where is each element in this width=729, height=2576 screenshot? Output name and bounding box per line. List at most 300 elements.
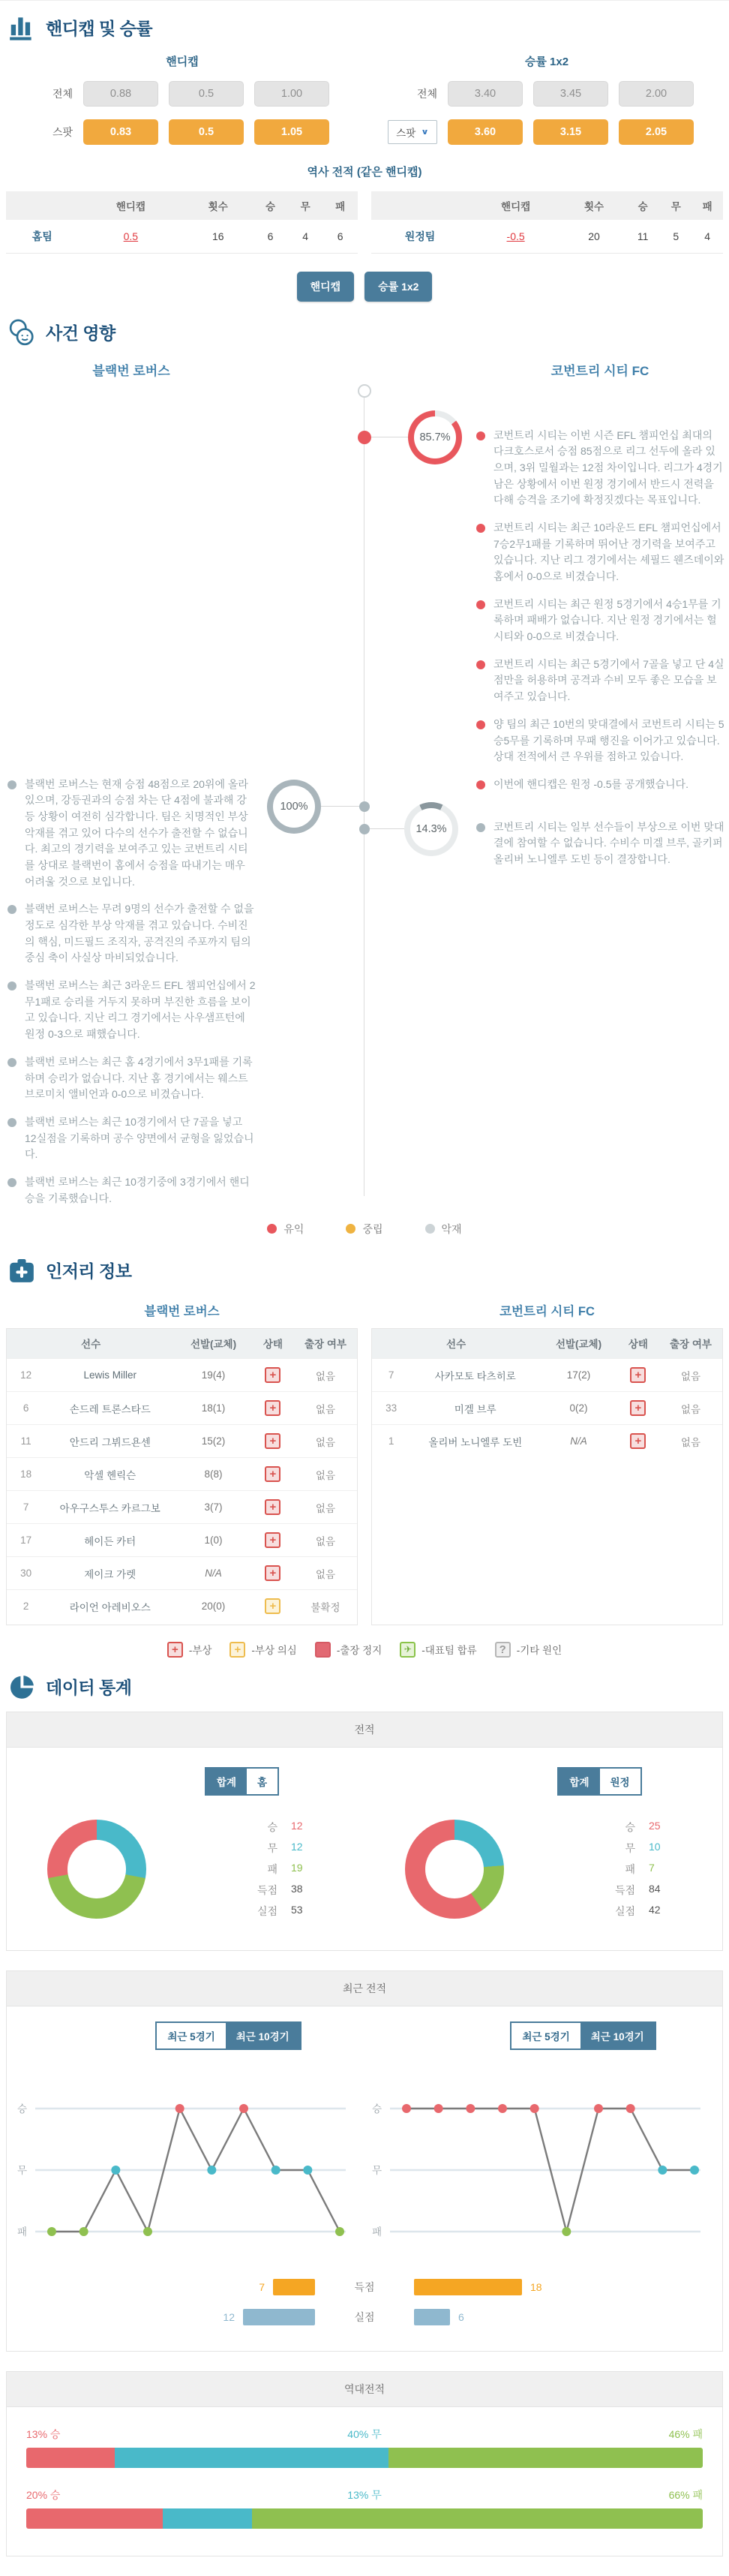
section-title-injury: 인저리 정보	[46, 1261, 132, 1281]
event-bullet: 블랙번 로버스는 최근 10경기에서 단 7골을 넣고 12실점을 기록하며 공수 양면에서 균형을 잃었습니다.	[8, 1114, 256, 1163]
player-availability: 없음	[294, 1425, 357, 1458]
odds-buttons	[0, 272, 729, 302]
injury-status-icon: +	[265, 1367, 280, 1383]
history-header-cell: 핸디캡	[469, 191, 562, 220]
away-injury-percent: 14.3%	[416, 822, 447, 835]
history-header-cell: 패	[692, 191, 723, 220]
history-value-cell: 4	[692, 220, 723, 253]
player-number: 7	[7, 1491, 45, 1524]
result-point-승	[402, 2104, 411, 2113]
record-away-toggle-원정[interactable]: 원정	[600, 1769, 640, 1794]
record-stat-value: 53	[291, 1903, 303, 1916]
record-stat-value: 10	[649, 1840, 661, 1853]
h2h-labels-row	[26, 2427, 703, 2442]
goals-away-value: 6	[458, 2310, 464, 2323]
section-injury	[0, 1247, 729, 1658]
goals-comparison	[7, 2279, 722, 2325]
home-impact-ring	[267, 780, 321, 834]
result-point-패	[80, 2227, 88, 2236]
player-status-cell	[252, 1425, 294, 1458]
record-home-toggle	[205, 1767, 279, 1796]
away-injury-bullet-list	[476, 819, 725, 879]
record-stat-value: 12	[291, 1840, 303, 1853]
injury-status-legend	[0, 1642, 729, 1658]
recent-left-toggle	[155, 2021, 301, 2050]
injury-status-icon: +	[630, 1433, 646, 1449]
result-point-승	[626, 2104, 635, 2113]
history-header-cell: 무	[660, 191, 692, 220]
injury-header-status: 상태	[617, 1329, 659, 1359]
injury-home-table-box	[6, 1328, 358, 1625]
record-stat-value: 38	[291, 1882, 303, 1895]
record-stat-value: 12	[291, 1819, 303, 1832]
status-legend-item	[400, 1642, 476, 1658]
player-apps: N/A	[175, 1557, 252, 1590]
history-value-cell: 11	[626, 220, 661, 253]
injury-header-player: 선수	[7, 1329, 175, 1359]
player-number: 30	[7, 1557, 45, 1590]
player-number: 11	[7, 1425, 45, 1458]
player-status-cell	[617, 1425, 659, 1458]
player-name: 올리버 노니엘루 도빈	[410, 1425, 540, 1458]
injury-row	[7, 1359, 357, 1392]
record-home-stats	[250, 1814, 310, 1925]
h2h-segment-패	[388, 2448, 703, 2468]
goals-away-cell	[414, 2279, 722, 2295]
player-number: 17	[7, 1524, 45, 1557]
goals-away-cell	[414, 2309, 722, 2325]
recent-left-toggle-최근 5경기[interactable]: 최근 5경기	[157, 2023, 225, 2048]
player-availability: 없음	[659, 1359, 722, 1392]
odds-box: 3.40	[448, 81, 523, 107]
player-apps: 3(7)	[175, 1491, 252, 1524]
odds-box: 1.00	[254, 81, 329, 107]
history-handicap-cell	[79, 220, 184, 253]
injury-section-header	[0, 1247, 729, 1292]
svg-text:무: 무	[17, 2164, 28, 2176]
record-stat-row	[608, 1841, 668, 1856]
injury-row	[7, 1491, 357, 1524]
events-team-row	[0, 360, 729, 384]
away-team-name: 코번트리 시티 FC	[550, 363, 650, 378]
player-apps: 15(2)	[175, 1425, 252, 1458]
history-value-cell: 16	[183, 220, 253, 253]
record-stat-value: 19	[291, 1861, 303, 1874]
injury-home-team-name: 블랙번 로버스	[144, 1304, 220, 1318]
record-stat-row	[250, 1883, 310, 1898]
player-apps: 20(0)	[175, 1590, 252, 1623]
history-header-cell: 무	[288, 191, 323, 220]
home-team-name: 블랙번 로버스	[92, 363, 170, 378]
doubt-status-icon: +	[230, 1642, 245, 1658]
history-tables	[0, 191, 729, 254]
event-bullet: 블랙번 로버스는 최근 홈 4경기에서 3무1패를 기록하며 승리가 없습니다. 지난 홈 경기에서는 웨스트 브로미치 앨비언과 0-0으로 비겼습니다.	[8, 1054, 256, 1103]
away-injury-node	[359, 824, 370, 834]
doubt-status-icon: +	[265, 1598, 280, 1614]
odds-area	[0, 50, 729, 158]
result-point-무	[272, 2166, 280, 2175]
goals-away-value: 18	[530, 2280, 542, 2293]
injury-header-status: 상태	[252, 1329, 294, 1359]
goals-home-cell	[7, 2309, 315, 2325]
connector	[321, 806, 359, 807]
record-home-half	[7, 1767, 364, 1925]
section-title-odds: 핸디캡 및 승률	[46, 18, 153, 38]
result-point-승	[594, 2104, 603, 2113]
record-away-stats	[608, 1814, 668, 1925]
injury-header-play: 출장 여부	[659, 1329, 722, 1359]
suspended-status-icon	[315, 1642, 331, 1658]
legend-dot-negative	[425, 1224, 435, 1234]
goals-home-cell	[7, 2279, 315, 2295]
injury-row	[7, 1458, 357, 1491]
injury-tables	[0, 1292, 729, 1625]
history-value-cell: 5	[660, 220, 692, 253]
recent-charts	[7, 2006, 722, 2256]
record-stat-value: 42	[649, 1903, 661, 1916]
h2h-label-패: 46% 패	[668, 2427, 703, 2440]
h2h-panel-title: 역대전적	[7, 2372, 722, 2407]
h2h-labels-row	[26, 2487, 703, 2502]
national-status-icon: ✈	[400, 1642, 416, 1658]
h2h-label-무: 13% 무	[347, 2488, 382, 2501]
winrate-odds-group	[364, 50, 729, 158]
legend-item-negative	[425, 1222, 462, 1237]
result-point-패	[562, 2227, 571, 2236]
player-status-cell	[617, 1392, 659, 1425]
record-stat-label: 무	[267, 1841, 278, 1854]
recent-right-chart-half	[364, 2021, 719, 2256]
player-availability: 없음	[294, 1557, 357, 1590]
odds-row	[396, 119, 694, 145]
record-stat-row	[250, 1820, 310, 1835]
injury-status-icon: +	[265, 1466, 280, 1482]
history-handicap-cell	[469, 220, 562, 253]
result-point-승	[434, 2104, 443, 2113]
player-number: 6	[7, 1392, 45, 1425]
result-point-승	[530, 2104, 539, 2113]
record-stat-row	[608, 1904, 668, 1919]
odds-row	[400, 81, 694, 107]
recent-right-toggle	[510, 2021, 656, 2050]
player-apps: 17(2)	[540, 1359, 617, 1392]
section-events	[0, 309, 729, 1237]
status-legend-label: -부상	[188, 1645, 212, 1656]
h2h-segment-승	[26, 2508, 163, 2529]
odds-box: 2.00	[619, 81, 694, 107]
nav-button-핸디캡[interactable]: 핸디캡	[297, 272, 355, 302]
history-team-cell: 원정팀	[371, 220, 469, 253]
nav-button-승률 1x2[interactable]: 승률 1x2	[364, 272, 432, 302]
svg-text:승: 승	[17, 2103, 28, 2115]
result-point-무	[207, 2166, 216, 2175]
history-title: 역사 전적 (같은 핸디캡)	[307, 166, 422, 179]
result-point-무	[690, 2166, 699, 2175]
away-impact-node	[358, 431, 371, 444]
bar-chart-icon	[8, 13, 36, 41]
spot-select[interactable]	[388, 120, 437, 144]
injury-away-team-name: 코번트리 시티 FC	[500, 1304, 595, 1318]
odds-section-header	[0, 4, 729, 49]
history-header-row	[6, 191, 358, 220]
record-stat-label: 패	[625, 1862, 635, 1875]
event-bullet: 블랙번 로버스는 최근 10경기중에 3경기에서 핸디승을 기록했습니다.	[8, 1174, 256, 1207]
record-away-toggle-row	[364, 1767, 722, 1796]
player-number: 7	[372, 1359, 410, 1392]
goals-away-bar	[414, 2279, 522, 2295]
event-bullet: 코번트리 시티는 최근 10라운드 EFL 챔피언십에서 7승2무1패를 기록하며 뛰어난 경기력을 보여주고 있습니다. 지난 리그 경기에서는 셰필드 웬즈데이와 홈에서 0-0으로 비겼습니다.	[476, 520, 725, 585]
result-point-패	[335, 2227, 344, 2236]
injury-row	[372, 1392, 722, 1425]
player-apps: 0(2)	[540, 1392, 617, 1425]
player-name: Lewis Miller	[45, 1359, 175, 1392]
odds-row	[35, 81, 329, 107]
odds-row-label: 전체	[416, 88, 437, 100]
injury-status-icon: +	[265, 1499, 280, 1515]
player-apps: 19(4)	[175, 1359, 252, 1392]
player-availability: 없음	[659, 1425, 722, 1458]
result-point-패	[47, 2227, 56, 2236]
player-number: 33	[372, 1392, 410, 1425]
record-stat-label: 무	[625, 1841, 635, 1854]
event-bullet: 코번트리 시티는 최근 원정 5경기에서 4승1무를 기록하며 패배가 없습니다. 지난 원정 경기에서는 헐 시티와 0-0으로 비겼습니다.	[476, 597, 725, 645]
history-data-row	[371, 220, 723, 253]
injury-home-col	[6, 1292, 358, 1625]
h2h-label-패: 66% 패	[668, 2488, 703, 2501]
status-legend-label: -기타 원인	[516, 1645, 562, 1656]
result-point-패	[143, 2227, 152, 2236]
event-bullet: 이번에 핸디캡은 원정 -0.5를 공개했습니다.	[476, 777, 725, 793]
record-away-donut-chart	[405, 1820, 504, 1919]
player-status-cell	[252, 1392, 294, 1425]
injury-status-icon: +	[167, 1642, 183, 1658]
recent-left-toggle-최근 10경기[interactable]: 최근 10경기	[226, 2023, 300, 2048]
injury-header-apps: 선발(교체)	[175, 1329, 252, 1359]
section-title-stats: 데이터 통계	[46, 1678, 132, 1697]
winrate-odds-rows	[396, 81, 694, 158]
injury-away-col	[371, 1292, 723, 1625]
injury-row	[372, 1359, 722, 1392]
home-impact-percent: 100%	[280, 800, 308, 813]
event-bullet: 코번트리 시티는 최근 5경기에서 7골을 넣고 단 4실점만을 허용하며 공격과 수비 모두 좋은 모습을 보여주고 있습니다.	[476, 657, 725, 705]
injury-row	[7, 1425, 357, 1458]
home-bullet-list	[8, 777, 256, 1219]
pie-chart-icon	[8, 1673, 36, 1701]
record-stat-row	[250, 1862, 310, 1877]
svg-text:패: 패	[17, 2226, 28, 2238]
player-name: 손드레 트론스타드	[45, 1392, 175, 1425]
section-title-events: 사건 영향	[46, 323, 116, 343]
svg-text:패: 패	[372, 2226, 382, 2238]
h2h-bar-group	[26, 2487, 703, 2529]
player-name: 헤이든 카터	[45, 1524, 175, 1557]
injury-away-table-box	[371, 1328, 723, 1625]
result-point-승	[498, 2104, 507, 2113]
result-point-무	[658, 2166, 667, 2175]
record-stat-label: 승	[267, 1820, 278, 1833]
injury-row	[7, 1590, 357, 1623]
h2h-stacked-bar	[26, 2508, 703, 2529]
status-legend-label: -출장 정지	[336, 1645, 382, 1656]
player-apps: N/A	[540, 1425, 617, 1458]
record-home-donut-chart	[47, 1820, 146, 1919]
goals-away-bar	[414, 2309, 450, 2325]
odds-box: 3.45	[533, 81, 608, 107]
history-value-cell: 6	[322, 220, 358, 253]
h2h-label-승: 13% 승	[26, 2427, 61, 2440]
player-number: 12	[7, 1359, 45, 1392]
event-bullet: 블랙번 로버스는 현재 승점 48점으로 20위에 올라 있으며, 강등권과의 승점 차는 단 4점에 불과해 강등 상황이 여전히 심각합니다. 팀은 치명적인 부상 악재를 겪고 있어 다수의 선수가 출전할 수 없습니다. 최고의 경기력을 보여주고 있는 코번트리 시티를 상대로 블랙번이 홈에서 승점을 따내기는 매우 어려울 것으로 보입니다.	[8, 777, 256, 891]
injury-status-icon: +	[265, 1400, 280, 1416]
player-apps: 18(1)	[175, 1392, 252, 1425]
player-availability: 없음	[294, 1524, 357, 1557]
player-name: 안드리 그뷔드욘센	[45, 1425, 175, 1458]
home-impact-node	[359, 801, 370, 812]
svg-text:승: 승	[372, 2103, 382, 2115]
h2h-label-승: 20% 승	[26, 2488, 61, 2501]
player-status-cell	[252, 1557, 294, 1590]
recent-panel-title: 최근 전적	[7, 1971, 722, 2006]
result-point-무	[111, 2166, 120, 2175]
timeline-start-node	[358, 384, 371, 398]
odds-box: 3.60	[448, 119, 523, 145]
legend-dot-neutral	[346, 1224, 356, 1234]
history-header-cell: 승	[253, 191, 288, 220]
handicap-link[interactable]: 0.5	[123, 230, 139, 242]
handicap-odds-rows	[35, 81, 329, 158]
handicap-odds-title: 핸디캡	[166, 56, 199, 68]
record-panel-title: 전적	[7, 1712, 722, 1748]
history-header-row	[371, 191, 723, 220]
status-legend-label: -부상 의심	[251, 1645, 297, 1656]
player-apps: 1(0)	[175, 1524, 252, 1557]
odds-box: 0.88	[83, 81, 158, 107]
record-stat-row	[250, 1904, 310, 1919]
handicap-link[interactable]: -0.5	[506, 230, 525, 242]
injury-header-row	[372, 1329, 722, 1359]
injury-header-apps: 선발(교체)	[540, 1329, 617, 1359]
status-legend-item	[315, 1642, 382, 1658]
injury-status-icon: +	[265, 1433, 280, 1449]
recent-results-chart	[364, 2076, 704, 2253]
legend-label: 악재	[441, 1222, 462, 1235]
goals-home-value: 12	[223, 2310, 235, 2323]
record-home-toggle-row	[7, 1767, 364, 1796]
injury-status-icon: +	[265, 1532, 280, 1548]
player-availability: 없음	[294, 1491, 357, 1524]
record-stat-row	[608, 1820, 668, 1835]
recent-left-chart-half	[10, 2021, 364, 2256]
record-stat-label: 승	[625, 1820, 635, 1833]
h2h-segment-승	[26, 2448, 115, 2468]
odds-box: 0.5	[169, 119, 244, 145]
injury-status-icon: +	[630, 1400, 646, 1416]
events-section-header	[0, 309, 729, 354]
history-team-cell: 홈팀	[6, 220, 79, 253]
player-status-cell	[252, 1491, 294, 1524]
other-status-icon: ?	[495, 1642, 511, 1658]
goals-home-bar	[243, 2309, 315, 2325]
section-stats	[0, 1664, 729, 2556]
event-bullet: 코번트리 시티는 일부 선수들이 부상으로 이번 맞대결에 참여할 수 없습니다. 수비수 미겔 브루, 골키퍼 올리버 노니엘루 도빈 등이 결장합니다.	[476, 819, 725, 868]
player-availability: 불확정	[294, 1590, 357, 1623]
recent-right-toggle-최근 5경기[interactable]: 최근 5경기	[512, 2023, 580, 2048]
history-data-row	[6, 220, 358, 253]
player-name: 악셀 헨릭슨	[45, 1458, 175, 1491]
record-stat-value: 7	[649, 1861, 655, 1874]
legend-label: 중립	[362, 1222, 383, 1235]
record-away-toggle-합계[interactable]: 합계	[559, 1769, 599, 1794]
player-name: 라이언 아레비오스	[45, 1590, 175, 1623]
recent-panel	[6, 1970, 723, 2352]
legend-label: 유익	[284, 1222, 304, 1235]
goals-home-value: 7	[259, 2280, 265, 2293]
player-status-cell	[252, 1590, 294, 1623]
recent-right-toggle-최근 10경기[interactable]: 최근 10경기	[580, 2023, 655, 2048]
record-home-toggle-홈[interactable]: 홈	[247, 1769, 278, 1794]
h2h-panel	[6, 2371, 723, 2556]
goals-label: 득점	[354, 2280, 375, 2293]
injury-row	[372, 1425, 722, 1458]
result-point-승	[176, 2104, 184, 2113]
player-name: 제이크 가렛	[45, 1557, 175, 1590]
history-value-cell: 4	[288, 220, 323, 253]
h2h-stacked-bar	[26, 2448, 703, 2468]
faces-icon	[8, 318, 36, 347]
history-table	[6, 191, 358, 254]
injury-header-player: 선수	[372, 1329, 540, 1359]
legend-item-neutral	[346, 1222, 382, 1237]
history-header-cell	[371, 191, 469, 220]
h2h-segment-무	[115, 2448, 388, 2468]
stats-section-header	[0, 1664, 729, 1709]
record-away-half	[364, 1767, 722, 1925]
record-stat-row	[608, 1862, 668, 1877]
h2h-body	[7, 2407, 722, 2556]
spot-select-value: 스팟	[396, 128, 416, 139]
goals-label: 실점	[354, 2310, 375, 2323]
injury-status-icon: +	[630, 1367, 646, 1383]
record-stat-label: 패	[267, 1862, 278, 1875]
history-header-cell	[6, 191, 79, 220]
odds-row-label: 스팟	[52, 126, 73, 138]
player-status-cell	[617, 1359, 659, 1392]
chevron-down-icon: ∨	[421, 127, 429, 137]
result-point-승	[239, 2104, 248, 2113]
player-apps: 8(8)	[175, 1458, 252, 1491]
player-status-cell	[252, 1458, 294, 1491]
record-stat-row	[608, 1883, 668, 1898]
player-availability: 없음	[294, 1392, 357, 1425]
injury-row	[7, 1524, 357, 1557]
player-status-cell	[252, 1524, 294, 1557]
record-home-toggle-합계[interactable]: 합계	[206, 1769, 247, 1794]
event-bullet: 블랙번 로버스는 무려 9명의 선수가 출전할 수 없을 정도로 심각한 부상 악재를 겪고 있습니다. 수비진의 핵심, 미드필드 조직자, 공격진의 주포까지 팀의 중심 축이 사실상 마비되었습니다.	[8, 901, 256, 966]
record-stat-row	[250, 1841, 310, 1856]
winrate-odds-title: 승률 1x2	[524, 56, 569, 68]
h2h-label-무: 40% 무	[347, 2427, 382, 2440]
player-name: 사카모토 타츠히로	[410, 1359, 540, 1392]
event-bullet: 블랙번 로버스는 최근 3라운드 EFL 챔피언십에서 2무1패로 승리를 거두지 못하며 부진한 흐름을 보이고 있습니다. 지난 리그 경기에서는 사우샘프턴에 원정 0-3으로 패했습니다.	[8, 978, 256, 1043]
injury-header-row	[7, 1329, 357, 1359]
status-legend-item	[167, 1642, 212, 1658]
player-name: 아우구스투스 카르그보	[45, 1491, 175, 1524]
player-name: 미겔 브루	[410, 1392, 540, 1425]
legend-dot-positive	[267, 1224, 277, 1234]
history-table	[371, 191, 723, 254]
history-value-cell: 6	[253, 220, 288, 253]
odds-box: 0.83	[83, 119, 158, 145]
